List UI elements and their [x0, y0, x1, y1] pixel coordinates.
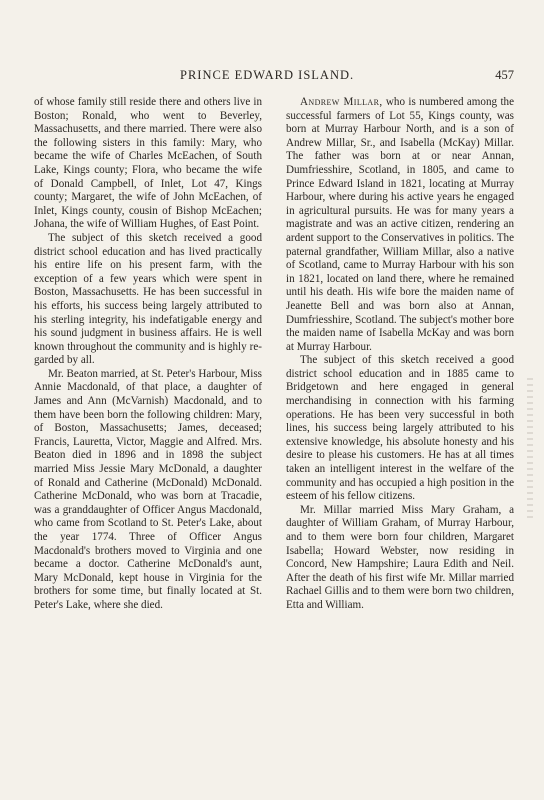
paragraph: The subject of this sketch received a good district school education and has lived practically his entire life on his present farm, with the exception of a few years which were spent in Boston, Massachusetts. He has been successful in his efforts, his success being largely attributed to his sterling integrity, his indefatigable energy and his sound judgment in business affairs. He is well known throughout the community and is highly regarded by all. [34, 231, 262, 367]
paragraph: Mr. Millar married Miss Mary Graham, a daughter of William Graham, of Murray Harbour, and to them were born four children, Margaret Isabella; Howard Webster, now residing in Concord, New Hampshire; Laura Edith and Neil. After the death of his first wife Mr. Millar married Rachael Gillis and to them were born two children, Etta and William. [286, 503, 514, 611]
subject-name: Andrew Millar, [300, 96, 383, 108]
biography-intro-paragraph [286, 96, 514, 354]
page-edge-mark [527, 378, 533, 518]
left-column [34, 96, 262, 613]
paragraph: of whose family still reside there and others live in Boston; Ronald, who went to Beverley, Massachusetts, and there married. There were also the following sisters in this family: Mary, who became the wife of Charles McEachen, of South Lake, Kings county; Flora, who became the wife of Donald Campbell, of Inlet, Lot 47, Kings county; Margaret, the wife of John McEachen, of Inlet, Kings county, cousin of Bishop McEachen; Johana, the wife of William Hughes, of East Point. [34, 96, 262, 231]
running-head-title: PRINCE EDWARD ISLAND. [180, 68, 355, 82]
paragraph: The subject of this sketch received a good district school education and in 1885 came to Bridgetown and here engaged in general merchandising in connection with his farming operations. He has been very successful in both lines, his success being largely attributed to his extensive knowledge, his absolute honesty and his desire to please his customers. He has at all times taken an intelligent interest in the welfare of the community and has occupied a high position in the esteem of his fellow citizens. [286, 354, 514, 503]
running-head [34, 68, 514, 84]
intro-text: who is numbered among the successful farmers of Lot 55, Kings county, was born at Murray Harbour North, and is a son of Andrew Millar, Sr., and Isabella (McKay) Millar. The father was born at or near Annan, Dumfriesshire, Scotland, in 1805, and came to Prince Edward Island in 1821, locating at Murray Harbour, where during his active years he engaged in agricultural pursuits. He was for many years a magistrate and was an active citizen, rendering an ardent support to the Conservatives in politics. The paternal grandfather, William Millar, also a native of Scotland, came to Murray Harbour with his son in 1821, located on land there, where he remained until his death. His wife bore the maiden name of Jeanette Bell and was born also at Annan, Dumfriesshire, Scotland. The subject's mother bore the maiden name of Isabella McKay and was born at Murray Harbour. [286, 96, 515, 353]
right-column [286, 96, 514, 613]
page-number: 457 [495, 68, 514, 82]
paragraph: Mr. Beaton married, at St. Peter's Harbour, Miss Annie Macdonald, of that place, a daughter of James and Ann (McVarnish) Macdonald, and to them have been born the following children: Mary, of Boston, Massachusetts; James, deceased; Francis, Lauretta, Victor, Maggie and Alfred. Mrs. Beaton died in 1896 and in 1898 the subject married Miss Jessie Mary McDonald, a daughter of Ronald and Catherine (McDonald) McDonald. Catherine McDonald, who was born at Tracadie, was a granddaughter of Officer Angus Macdonald, who came from Scotland to St. Peter's Lake, about the year 1774. Three of Officer Angus Macdonald's brothers moved to Virginia and one became a doctor. Catherine McDonald's aunt, Mary McDonald, kept house in Virginia for the brothers for some time, but finally located at St. Peter's Lake, where she died. [34, 367, 262, 611]
